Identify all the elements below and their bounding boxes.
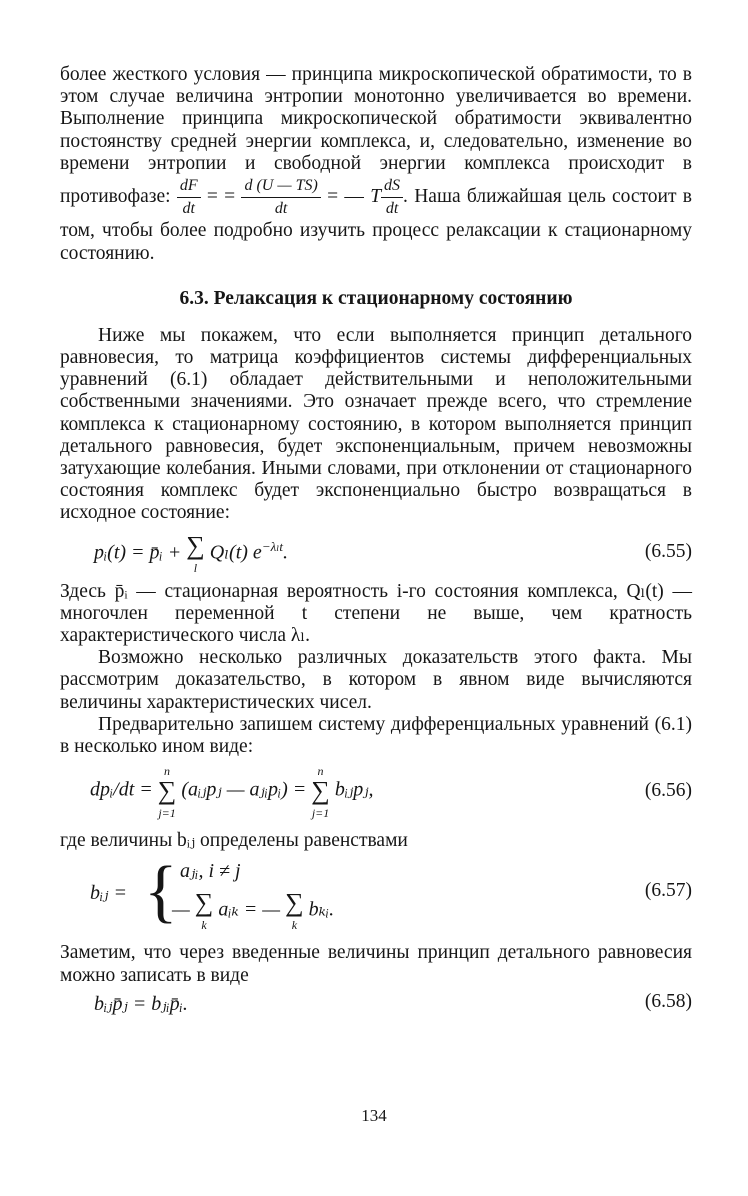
- eq55-exponent: −λₗt: [261, 538, 283, 554]
- paragraph-2: Ниже мы покажем, что если выполняется принцип детального равновесия, то матрица коэффициентов системы дифференциальных уравнений (6.1) обладает действительными и неположительными собственными значениями. Это означает прежде всего, что стремление комплекса к стационарному состоянию, в котором выполняется принцип детального равновесия, будет экспоненциальным, причем невозможны затухающие колебания. Иными словами, при отклонении от стационарного состояния комплекс будет экспоненциально быстро возвращаться в исходное состояние:: [60, 324, 692, 524]
- sum-symbol: ∑ k: [194, 888, 214, 933]
- eq57-case-2: — ∑ k aᵢₖ = — ∑ k bₖᵢ.: [172, 888, 335, 933]
- paragraph-4: Возможно несколько различных доказательств этого факта. Мы рассмотрим доказательство, в котором в явном виде вычисляются величины характеристических чисел.: [60, 647, 692, 713]
- equation-number-6-55: (6.55): [644, 540, 692, 562]
- paragraph-1-tail: . Наша ближайшая цель состоит в том, чтобы более подробно изучить процесс релаксации к стационарному состоянию.: [60, 186, 693, 264]
- paragraph-5: Предварительно запишем систему дифференциальных уравнений (6.1) в несколько ином виде:: [60, 713, 692, 758]
- sum-symbol: n ∑ j=1: [311, 764, 330, 821]
- paragraph-1-text: более жесткого условия — принципа микроскопической обратимости, то в этом случае величина энтропии монотонно увеличивается во времени. Выполнение принципа микроскопической обратимости эквивалентно постоянству средней энергии комплекса, и, следовательно, изменение во времени энтропии и свободной энергии комплекса происходит в противофазе:: [60, 64, 692, 208]
- sum-symbol: n ∑ j=1: [157, 764, 177, 821]
- paragraph-7: Заметим, что через введенные величины принцип детального равновесия можно записать в виде: [60, 942, 692, 986]
- equation-number-6-57: (6.57): [644, 880, 692, 902]
- paragraph-1: более жесткого условия — принципа микроскопической обратимости, то в этом случае величина энтропии монотонно увеличивается во времени. Выполнение принципа микроскопической обратимости эквивалентно постоянству средней энергии комплекса, и, следовательно, изменение во времени энтропии и свободной энергии комплекса происходит в противофазе: $\frac{dF}{dt}$ = = $\frac{d (U — TS)}{dt}$ = — T $\frac{dS}{dt}$ . Наша ближайшая цель состоит в том, чтобы более подробно изучить процесс релаксации к стационарному состоянию.: [60, 64, 693, 264]
- paragraph-6: где величины bᵢⱼ определены равенствами: [60, 830, 408, 852]
- eq56-right: bᵢⱼpⱼ,: [334, 778, 374, 801]
- equation-6-55: pᵢ(t) = p̄ᵢ + ∑ l Qₗ(t) $e^{-\lambda_lt}$. (6.55): [94, 530, 692, 575]
- paragraph-3: Здесь p̄ᵢ — стационарная вероятность i-го состояния комплекса, Qₗ(t) — многочлен переменной t степени не выше, чем кратность характеристического числа λₗ.: [60, 580, 692, 647]
- eq56-mid: (aᵢⱼpⱼ — aⱼᵢpᵢ) =: [181, 778, 312, 801]
- page-body: [60, 64, 692, 1021]
- eq57-case-1: aⱼᵢ, i ≠ j: [180, 860, 241, 883]
- fraction-dUTS-dt: $\frac{d (U — TS)}{dt}$: [241, 175, 320, 220]
- equation-6-57: [60, 852, 692, 942]
- eq55-right: Qₗ(t) e: [209, 541, 262, 564]
- eq57-lhs: bᵢⱼ =: [90, 882, 127, 905]
- eq58-body: bᵢⱼp̄ⱼ = bⱼᵢp̄ᵢ.: [94, 992, 188, 1015]
- eq55-left: pᵢ(t) = p̄ᵢ +: [94, 541, 187, 564]
- fraction-dF-dt: $\frac{dF}{dt}$: [177, 175, 201, 220]
- fraction-dS-dt: $\frac{dS}{dt}$: [381, 175, 403, 220]
- sum-symbol: ∑ k: [285, 888, 304, 933]
- equation-6-58: [60, 987, 692, 1021]
- equation-6-56: [60, 758, 692, 830]
- left-brace: {: [144, 853, 178, 931]
- page-number: 134: [361, 1106, 387, 1125]
- section-heading: 6.3. Релаксация к стационарному состоянию: [179, 287, 573, 309]
- eq56-left: dpᵢ/dt =: [90, 778, 158, 801]
- sum-symbol: ∑ l: [186, 530, 205, 575]
- equation-number-6-58: (6.58): [644, 990, 692, 1012]
- equation-number-6-56: (6.56): [644, 780, 692, 802]
